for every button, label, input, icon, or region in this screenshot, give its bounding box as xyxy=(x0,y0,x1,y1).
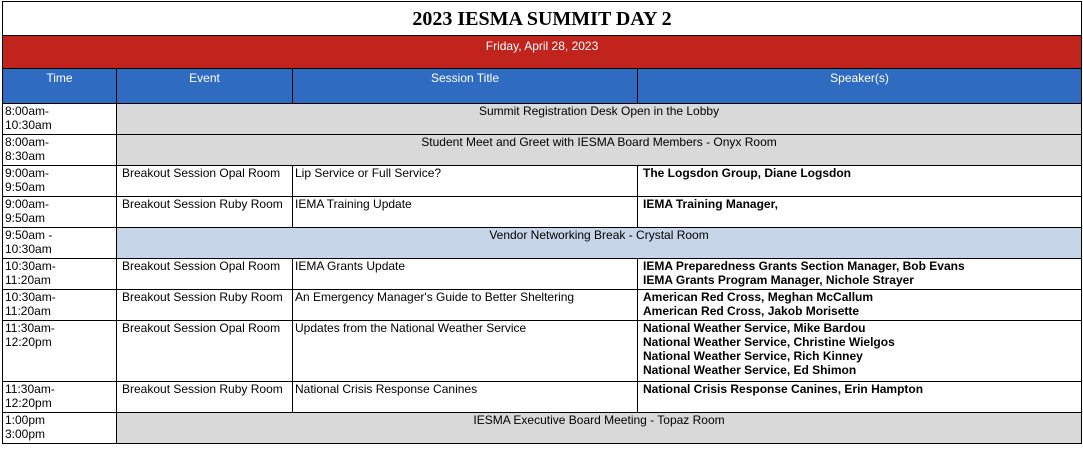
speakers-cell: IEMA Training Manager, xyxy=(638,197,1082,228)
event-date: Friday, April 28, 2023 xyxy=(3,36,1082,69)
event-cell: Breakout Session Ruby Room xyxy=(117,197,293,228)
full-width-event: Student Meet and Greet with IESMA Board Members - Onyx Room xyxy=(117,135,1082,166)
time-cell: 1:00pm 3:00pm xyxy=(3,413,117,444)
schedule-row xyxy=(3,413,1082,444)
session-title-cell: Lip Service or Full Service? xyxy=(293,166,638,197)
schedule-row xyxy=(3,166,1082,197)
speakers-cell: National Weather Service, Mike Bardou National Weather Service, Christine Wielgos National Weather Service, Rich Kinney National Weather Service, Ed Shimon xyxy=(638,321,1082,382)
speakers-cell: National Crisis Response Canines, Erin Hampton xyxy=(638,382,1082,413)
session-title-cell: National Crisis Response Canines xyxy=(293,382,638,413)
time-cell: 11:30am- 12:20pm xyxy=(3,321,117,382)
schedule-row xyxy=(3,197,1082,228)
schedule-row xyxy=(3,228,1082,259)
time-cell: 10:30am- 11:20am xyxy=(3,259,117,290)
speakers-cell: American Red Cross, Meghan McCallum American Red Cross, Jakob Morisette xyxy=(638,290,1082,321)
event-cell: Breakout Session Opal Room xyxy=(117,321,293,382)
schedule-row xyxy=(3,321,1082,382)
time-cell: 9:00am- 9:50am xyxy=(3,197,117,228)
full-width-event: Summit Registration Desk Open in the Lobby xyxy=(117,104,1082,135)
schedule-row xyxy=(3,382,1082,413)
column-header-event: Event xyxy=(117,69,293,104)
schedule-row xyxy=(3,290,1082,321)
event-cell: Breakout Session Ruby Room xyxy=(117,290,293,321)
session-title-cell: Updates from the National Weather Service xyxy=(293,321,638,382)
time-cell: 9:50am - 10:30am xyxy=(3,228,117,259)
speakers-cell: The Logsdon Group, Diane Logsdon xyxy=(638,166,1082,197)
date-row xyxy=(3,36,1082,69)
session-title-cell: IEMA Grants Update xyxy=(293,259,638,290)
schedule-row xyxy=(3,135,1082,166)
session-title-cell: An Emergency Manager's Guide to Better Sheltering xyxy=(293,290,638,321)
time-cell: 8:00am- 10:30am xyxy=(3,104,117,135)
speakers-cell: IEMA Preparedness Grants Section Manager, Bob Evans IEMA Grants Program Manager, Nichole Strayer xyxy=(638,259,1082,290)
full-width-event: IESMA Executive Board Meeting - Topaz Room xyxy=(117,413,1082,444)
time-cell: 11:30am- 12:20pm xyxy=(3,382,117,413)
time-cell: 9:00am- 9:50am xyxy=(3,166,117,197)
schedule-row xyxy=(3,259,1082,290)
column-header-speakers: Speaker(s) xyxy=(638,69,1082,104)
event-cell: Breakout Session Opal Room xyxy=(117,259,293,290)
event-cell: Breakout Session Opal Room xyxy=(117,166,293,197)
schedule-table xyxy=(2,1,1082,444)
column-header-time: Time xyxy=(3,69,117,104)
title-row xyxy=(3,2,1082,36)
event-cell: Breakout Session Ruby Room xyxy=(117,382,293,413)
time-cell: 10:30am- 11:20am xyxy=(3,290,117,321)
schedule-row xyxy=(3,104,1082,135)
header-row xyxy=(3,69,1082,104)
time-cell: 8:00am- 8:30am xyxy=(3,135,117,166)
page-title: 2023 IESMA SUMMIT DAY 2 xyxy=(3,2,1082,36)
session-title-cell: IEMA Training Update xyxy=(293,197,638,228)
full-width-event: Vendor Networking Break - Crystal Room xyxy=(117,228,1082,259)
column-header-session: Session Title xyxy=(293,69,638,104)
